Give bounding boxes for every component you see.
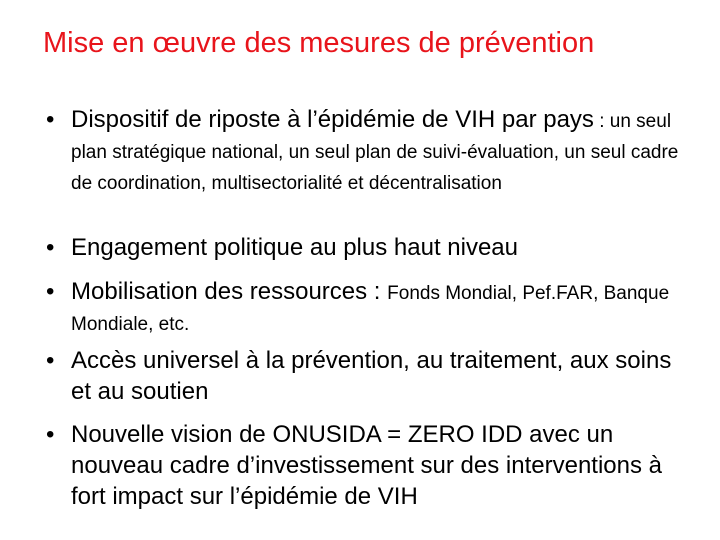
bullet-item-acces-universel bbox=[46, 345, 696, 407]
bullet-item-riposte bbox=[46, 104, 696, 197]
bullet-text bbox=[71, 232, 696, 263]
bullet-main-text: Accès universel à la prévention, au traitement, aux soins et au soutien bbox=[71, 347, 672, 405]
bullet-dot-icon: • bbox=[46, 421, 55, 448]
bullet-detail-text: Fonds Mondial, Pef.FAR, Banque Mondiale, etc. bbox=[71, 283, 670, 335]
bullet-main-text: Mobilisation des ressources : bbox=[71, 278, 388, 305]
bullet-dot-icon: • bbox=[46, 347, 55, 374]
bullet-item-nouvelle-vision bbox=[46, 419, 696, 512]
bullet-main-text: Nouvelle vision de ONUSIDA = ZERO IDD avec un nouveau cadre d’investissement sur des interventions à fort impact sur l’épidémie de VIH bbox=[71, 421, 662, 510]
bullet-dot-icon: • bbox=[46, 278, 55, 305]
bullet-item-engagement bbox=[46, 232, 696, 263]
bullet-text bbox=[71, 104, 696, 197]
bullet-main-text: Engagement politique au plus haut niveau bbox=[71, 234, 518, 261]
bullet-text bbox=[71, 345, 696, 407]
bullet-text bbox=[71, 276, 696, 338]
bullet-dot-icon: • bbox=[46, 106, 55, 133]
bullet-detail-text: : un seul plan stratégique national, un seul plan de suivi-évaluation, un seul cadre de coordination, multisectorialité et décentralisation bbox=[71, 111, 679, 194]
slide-title: Mise en œuvre des mesures de prévention bbox=[43, 27, 595, 59]
bullet-text bbox=[71, 419, 696, 512]
bullet-item-mobilisation bbox=[46, 276, 696, 338]
bullet-main-text: Dispositif de riposte à l’épidémie de VIH par pays bbox=[71, 106, 594, 133]
bullet-dot-icon: • bbox=[46, 234, 55, 261]
